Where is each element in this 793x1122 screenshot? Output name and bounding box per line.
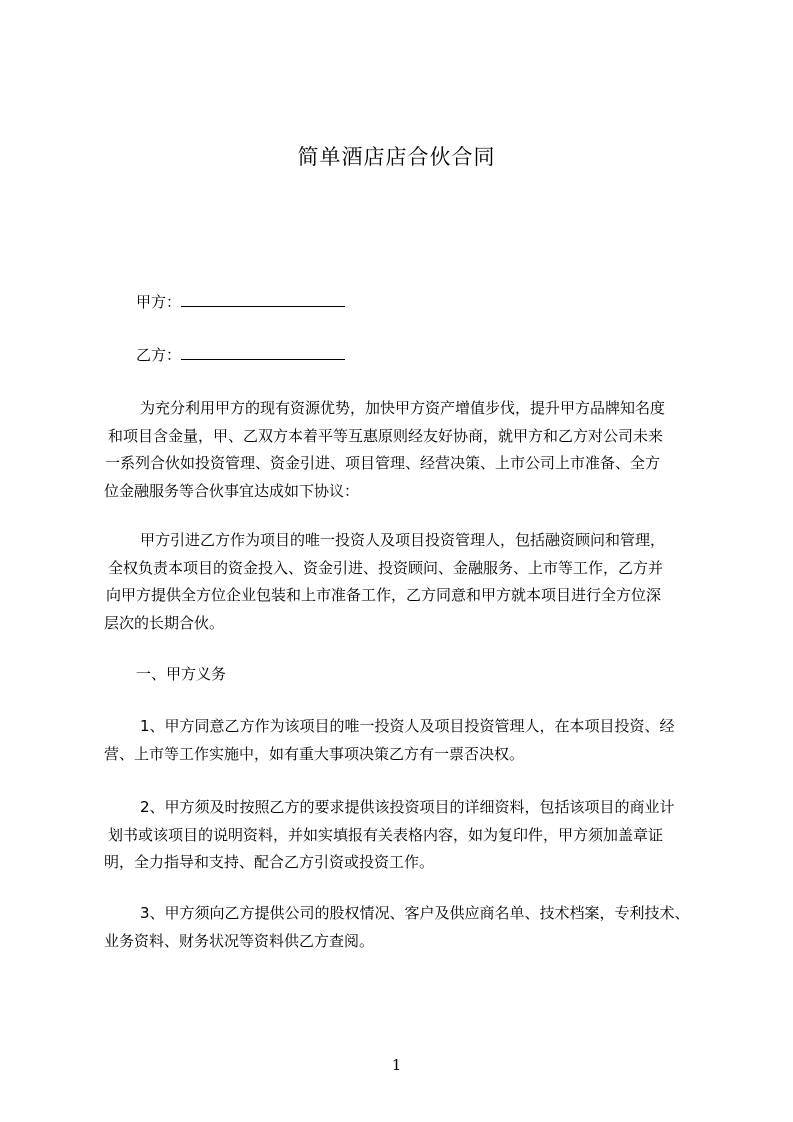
party-a-blank [181,292,345,307]
clause-3 [0,900,690,955]
page-number: 1 [391,1056,402,1074]
clause-1 [0,713,675,768]
party-a-line [136,292,345,312]
section-heading-party-a-duties: 一、甲方义务 [136,665,227,683]
paragraph-line: 为充分利用甲方的现有资源优势，加快甲方资产增值步伐，提升甲方品牌知名度 [140,399,666,417]
party-b-label: 乙方： [136,346,182,364]
paragraph-line: 明，全力指导和支持、配合乙方引资或投资工作。 [104,853,435,871]
paragraph-line: 一系列合伙如投资管理、资金引进、项目管理、经营决策、上市公司上市准备、全方 [105,454,661,472]
paragraph-line: 和项目含金量，甲、乙双方本着平等互惠原则经友好协商，就甲方和乙方对公司未来 [108,426,664,445]
paragraph-line: 2、甲方须及时按照乙方的要求提供该投资项目的详细资料，包括该项目的商业计 [140,798,675,816]
paragraph-line: 3、甲方须向乙方提供公司的股权情况、客户及供应商名单、技术档案，专利技术、 [140,904,690,922]
investor-paragraph [0,527,665,637]
paragraph-line: 位金融服务等合伙事宜达成如下协议： [104,481,360,500]
paragraph-line: 1、甲方同意乙方作为该项目的唯一投资人及项目投资管理人，在本项目投资、经 [140,717,675,735]
party-b-line [136,345,345,365]
intro-paragraph [0,395,665,505]
paragraph-line: 全权负责本项目的资金投入、资金引进、投资顾问、金融服务、上市等工作，乙方并 [108,558,664,577]
clause-2 [0,794,675,877]
paragraph-line: 营、上市等工作实施中，如有重大事项决策乙方有一票否决权。 [104,744,525,763]
paragraph-line: 向甲方提供全方位企业包装和上市准备工作，乙方同意和甲方就本项目进行全方位深 [106,586,662,604]
paragraph-line: 层次的长期合伙。 [104,613,225,632]
party-a-label: 甲方： [136,293,182,311]
paragraph-line: 甲方引进乙方作为项目的唯一投资人及项目投资管理人，包括融资顾问和管理， [140,531,666,549]
party-b-blank [181,345,345,360]
document-title: 简单酒店店合伙合同 [297,145,496,169]
paragraph-line: 划书或该项目的说明资料，并如实填报有关表格内容，如为复印件，甲方须加盖章证 [108,825,664,844]
paragraph-line: 业务资料、财务状况等资料供乙方查阅。 [104,931,375,950]
